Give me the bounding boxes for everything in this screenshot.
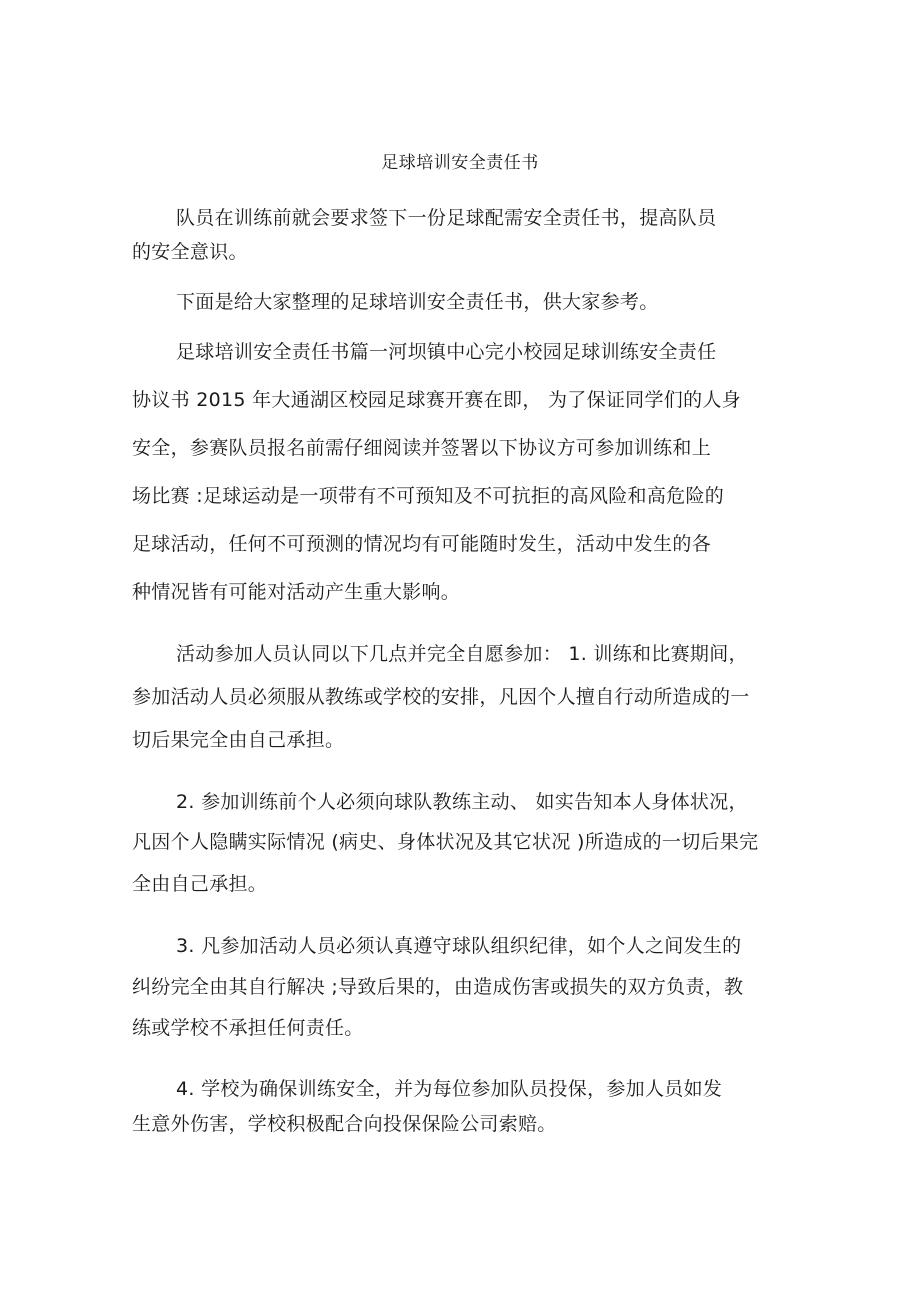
paragraph-article-one-line-4: 场比赛 :足球运动是一项带有不可预知及不可抗拒的高风险和高危险的 xyxy=(132,485,725,507)
paragraph-clause-2-line-3: 全由自己承担。 xyxy=(132,873,268,895)
paragraph-intro-line-2: 的安全意识。 xyxy=(132,241,248,263)
paragraph-article-one-line-3: 安全，参赛队员报名前需仔细阅读并签署以下协议方可参加训练和上 xyxy=(132,437,712,459)
paragraph-article-one-line-6: 种情况皆有可能对活动产生重大影响。 xyxy=(132,581,461,603)
paragraph-clause-3-line-1: 3. 凡参加活动人员必须认真遵守球队组织纪律，如个人之间发生的 xyxy=(176,935,742,957)
document-title: 足球培训安全责任书 xyxy=(381,153,539,173)
paragraph-intro-line-1: 队员在训练前就会要求签下一份足球配需安全责任书，提高队员 xyxy=(176,207,717,229)
paragraph-clause-2-line-2: 凡因个人隐瞒实际情况 (病史、身体状况及其它状况 )所造成的一切后果完 xyxy=(132,831,759,853)
paragraph-clause-3-line-2: 纠纷完全由其自行解决 ;导致后果的，由造成伤害或损失的双方负责，教 xyxy=(132,976,744,998)
paragraph-clause-4-line-2: 生意外伤害，学校积极配合向投保保险公司索赔。 xyxy=(132,1113,557,1135)
paragraph-article-one-line-2: 协议书 2015 年大通湖区校园足球赛开赛在即， 为了保证同学们的人身 xyxy=(132,389,741,411)
paragraph-clause-1-line-2: 参加活动人员必须服从教练或学校的安排，凡因个人擅自行动所造成的一 xyxy=(132,686,750,708)
paragraph-clause-4-line-1: 4. 学校为确保训练安全，并为每位参加队员投保，参加人员如发 xyxy=(176,1078,723,1100)
paragraph-article-one-line-5: 足球活动，任何不可预测的情况均有可能随时发生，活动中发生的各 xyxy=(132,533,712,555)
paragraph-clause-1-line-3: 切后果完全由自己承担。 xyxy=(132,729,345,751)
paragraph-article-one-line-1: 足球培训安全责任书篇一河坝镇中心完小校园足球训练安全责任 xyxy=(176,341,717,363)
paragraph-clause-1-line-1: 活动参加人员认同以下几点并完全自愿参加： 1. 训练和比赛期间， xyxy=(176,643,748,665)
paragraph-preface-line-1: 下面是给大家整理的足球培训安全责任书，供大家参考。 xyxy=(176,291,659,313)
paragraph-clause-2-line-1: 2. 参加训练前个人必须向球队教练主动、 如实告知本人身体状况， xyxy=(176,791,748,813)
paragraph-clause-3-line-3: 练或学校不承担任何责任。 xyxy=(132,1017,364,1039)
